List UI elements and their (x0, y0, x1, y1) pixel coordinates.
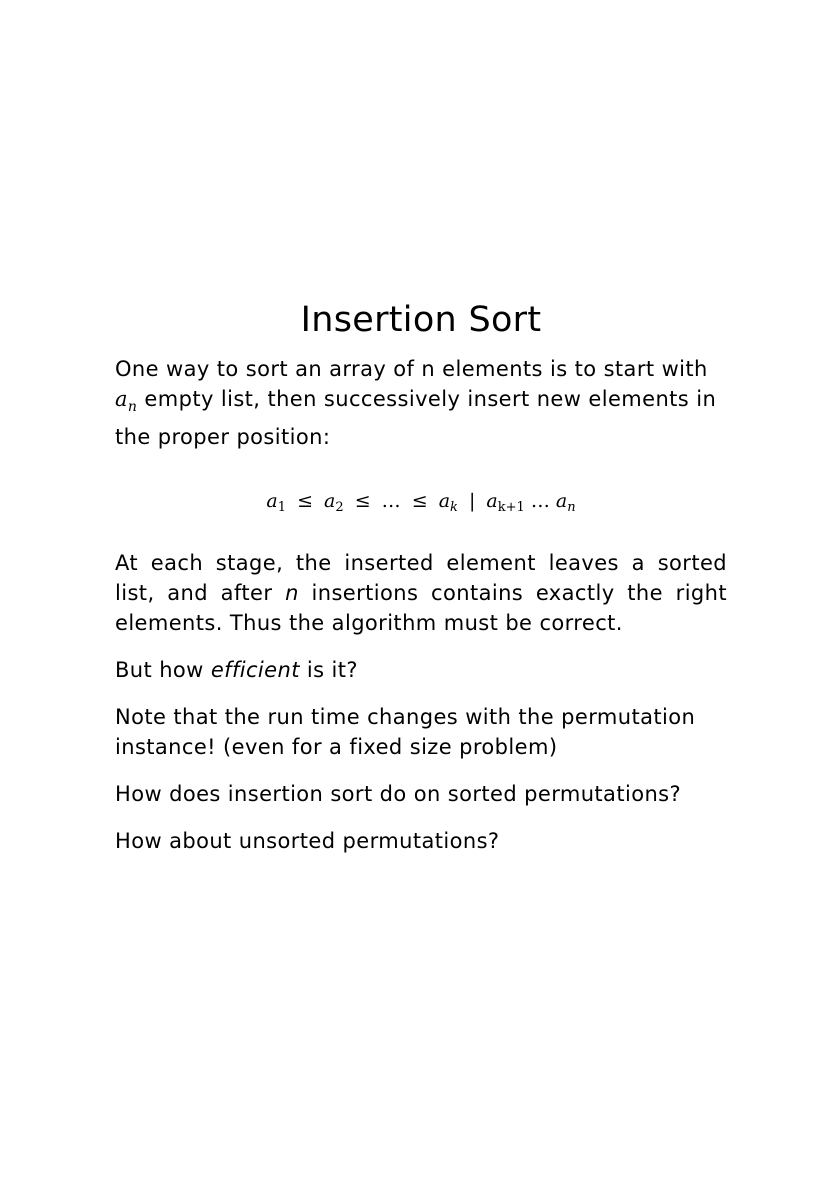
math-a-n: $a_n$ (115, 387, 138, 416)
intro-line-1: One way to sort an array of n elements is to start with (115, 357, 708, 381)
unsorted-permutations-question: How about unsorted permutations? (115, 829, 500, 854)
sorted-prefix-formula: $a_1 \le a_2$ ≤ … ≤ $a_k$ | $a_{k+1}$ … $a_n$ (266, 490, 576, 516)
math-n: n (285, 581, 299, 606)
page-title: Insertion Sort (300, 300, 542, 340)
sorted-permutations-question: How does insertion sort do on sorted permutations? (115, 782, 682, 807)
stage-paragraph: At each stage, the inserted element leaves a sorted list, and after n insertions contains exactly the right elements. Thus the algorithm must be correct. (115, 551, 727, 636)
efficient-emphasis: efficient (210, 658, 300, 683)
intro-line-2: empty list, then successively insert new elements in (137, 387, 717, 411)
intro-line-3: the proper position: (115, 425, 331, 450)
intro-paragraph (115, 354, 727, 452)
slide (115, 300, 727, 856)
note-paragraph: Note that the run time changes with the permutation instance! (even for a fixed size problem) (115, 705, 696, 760)
efficiency-question: But how efficient is it? (115, 658, 358, 683)
